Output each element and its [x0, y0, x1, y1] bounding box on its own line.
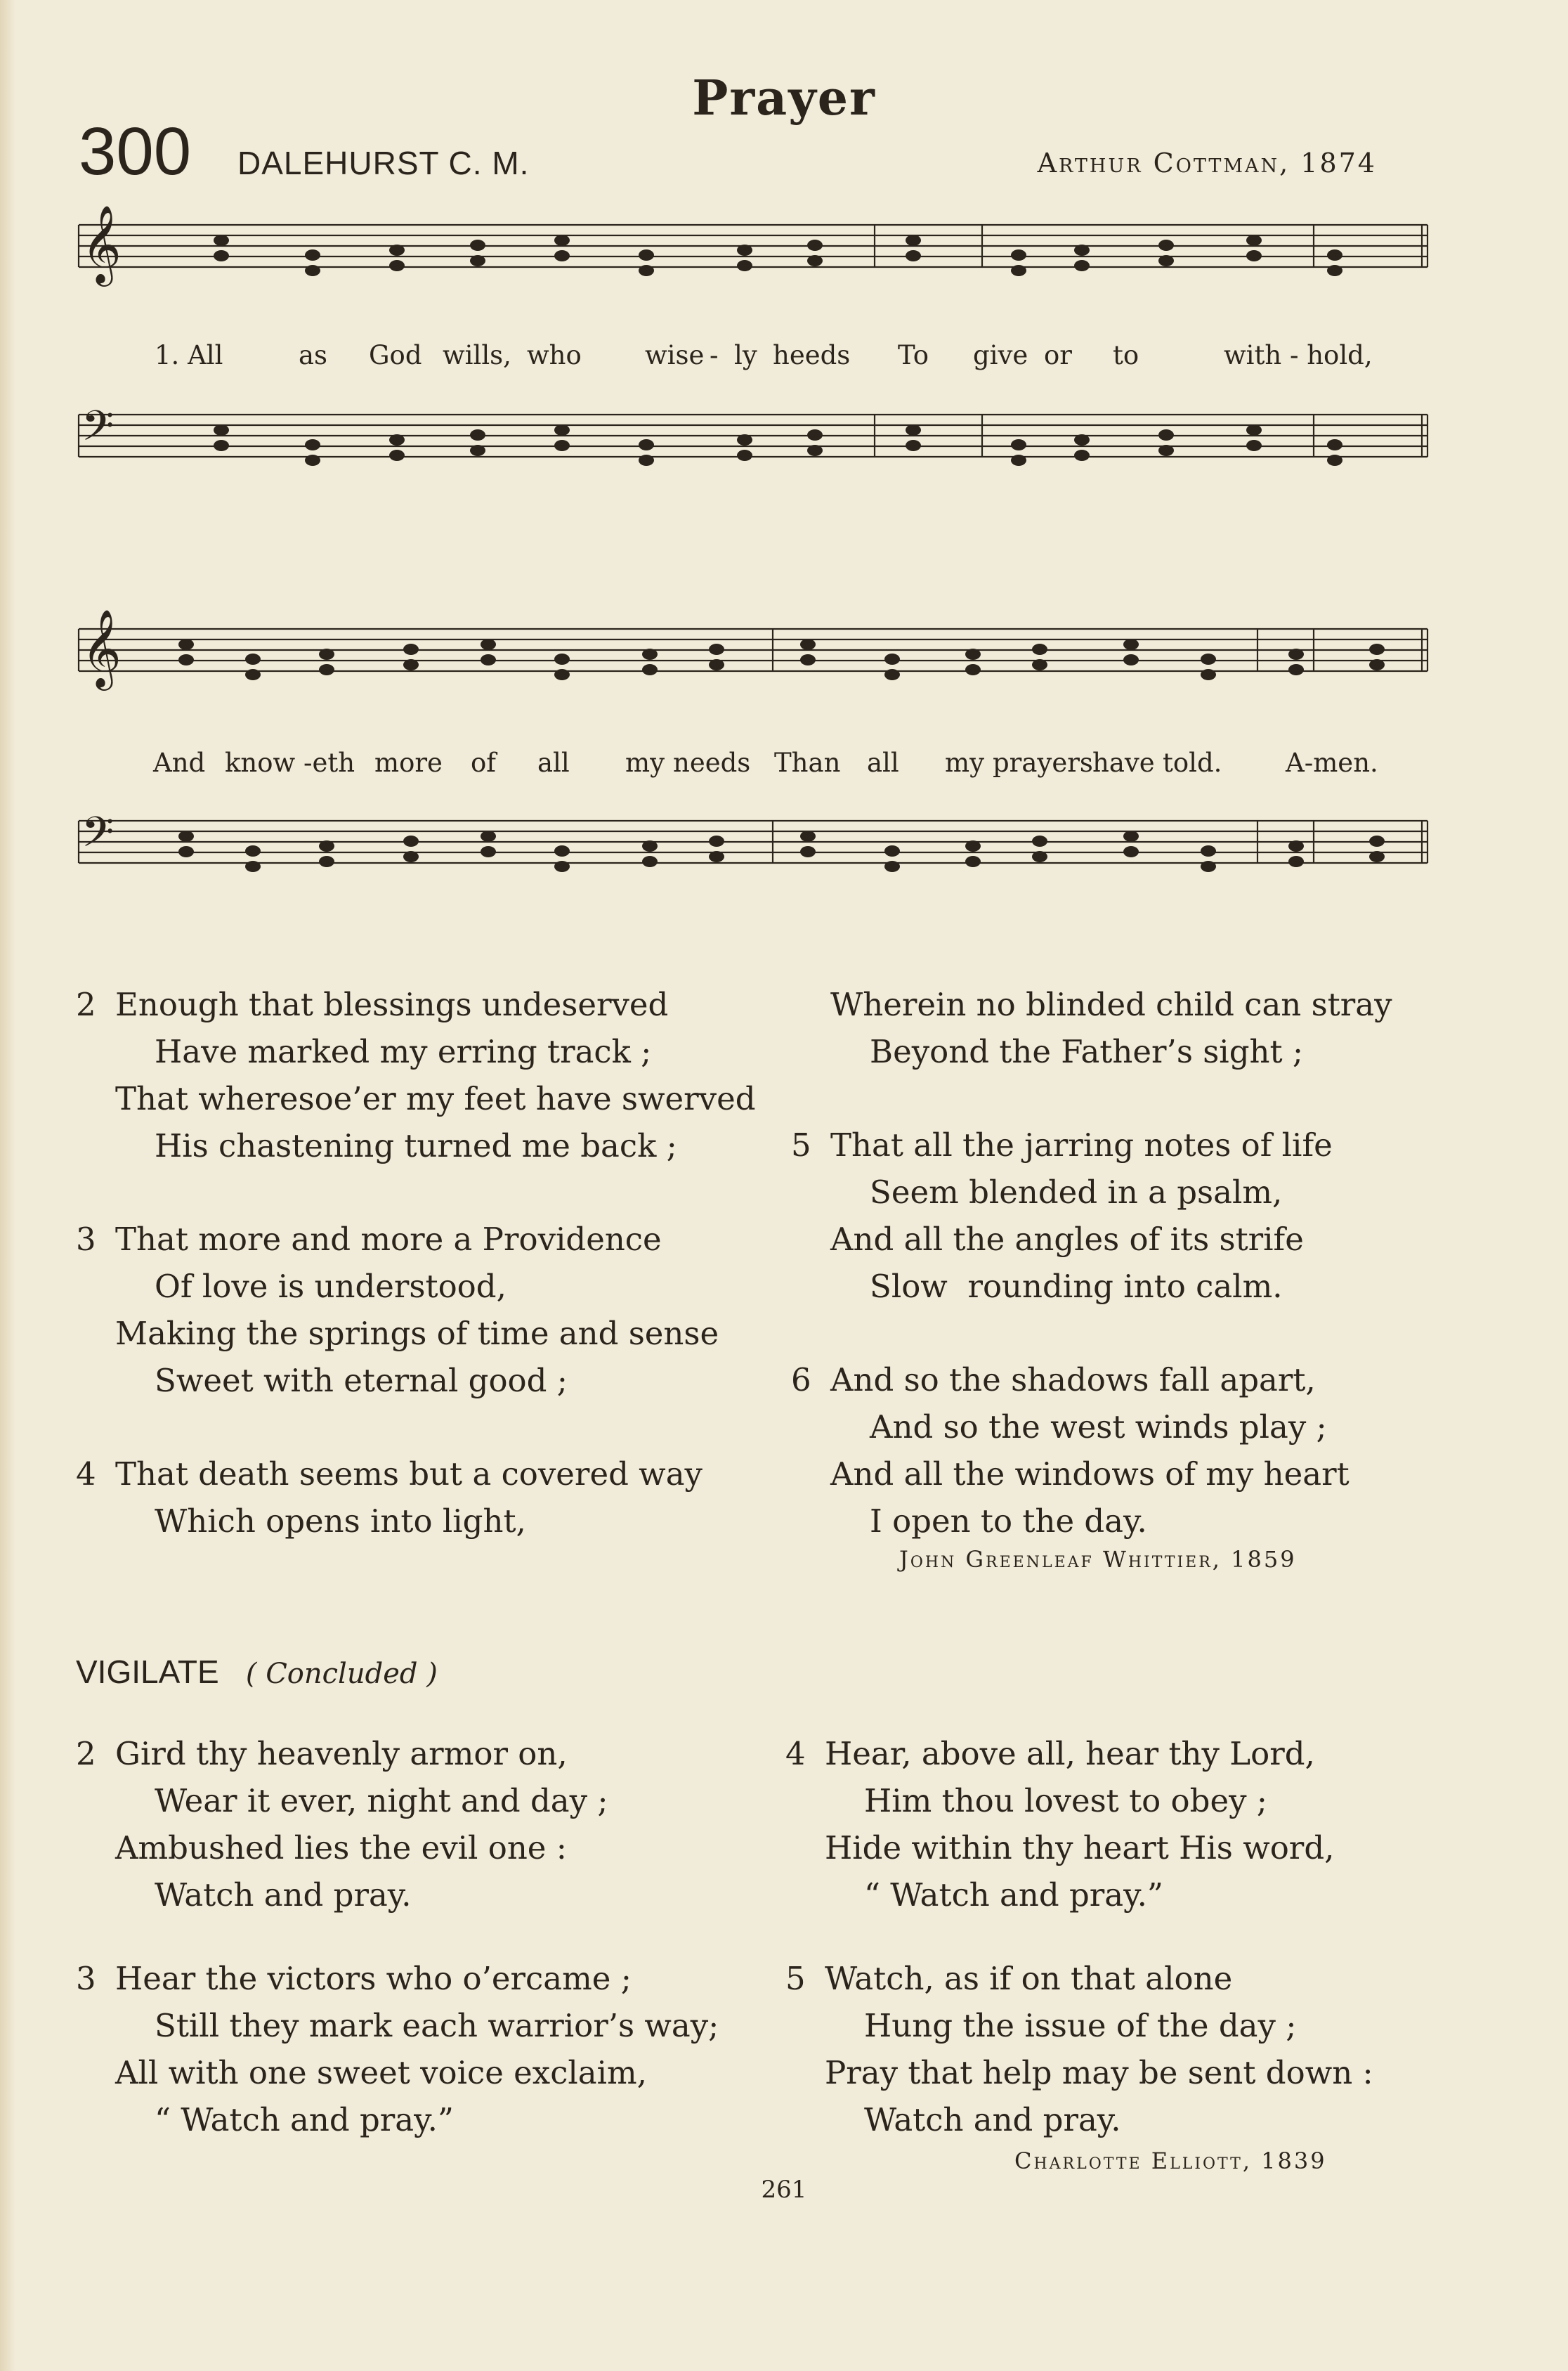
note-head — [807, 429, 823, 441]
note-head — [807, 255, 823, 266]
verse-line: “ Watch and pray.” — [864, 1876, 1163, 1914]
verse-line: And so the west winds play ; — [870, 1408, 1327, 1446]
note-head — [389, 450, 405, 461]
note-head — [906, 235, 921, 246]
note-head — [1369, 644, 1385, 655]
note-head — [906, 250, 921, 261]
note-head — [470, 445, 485, 456]
note-head — [481, 846, 496, 857]
note-head — [965, 664, 981, 675]
note-head — [1201, 654, 1216, 665]
verse-6 — [791, 1356, 1350, 1545]
note-head — [965, 840, 981, 852]
note-head — [470, 429, 485, 441]
verse-line: 4 Hear, above all, hear thy Lord, — [785, 1730, 1334, 1777]
lyrics-line-2: And know -eth more of all my needs Than all my prayershave told. A-men. — [153, 748, 1378, 778]
note-head — [737, 245, 752, 256]
staff — [79, 821, 1427, 863]
verse-line: Of love is understood, — [155, 1268, 507, 1305]
verse-4 — [76, 1450, 703, 1545]
verse-line: Hide within thy heart His word, — [825, 1829, 1335, 1866]
note-head — [642, 664, 658, 675]
note-head — [807, 240, 823, 251]
note-head — [737, 450, 752, 461]
verse-number: 5 — [791, 1126, 811, 1164]
verse-line: Beyond the Father’s sight ; — [870, 1033, 1304, 1070]
note-head — [1074, 434, 1090, 446]
verse-line: Wear it ever, night and day ; — [155, 1782, 608, 1819]
hymn-number: 300 — [79, 114, 192, 189]
page-number: 261 — [761, 2176, 807, 2204]
verse-5 — [791, 1122, 1333, 1310]
note-head — [884, 861, 900, 872]
note-head — [554, 669, 570, 680]
note-head — [554, 845, 570, 857]
note-head — [403, 851, 419, 862]
note-head — [470, 255, 485, 266]
composer-credit: Arthur Cottman, 1874 — [1037, 148, 1377, 178]
note-head — [1369, 836, 1385, 847]
note-head — [245, 669, 261, 680]
note-head — [1246, 440, 1262, 451]
note-head — [737, 434, 752, 446]
verse-line: Ambushed lies the evil one : — [115, 1829, 567, 1866]
verse-line: Pray that help may be sent down : — [825, 2054, 1373, 2091]
verse-line: 4 That death seems but a covered way — [76, 1450, 703, 1498]
note-head — [403, 836, 419, 847]
note-head — [639, 455, 654, 466]
note-head — [1011, 455, 1026, 466]
verse-line: Him thou lovest to obey ; — [864, 1782, 1267, 1819]
verse-number: 6 — [791, 1361, 811, 1398]
note-head — [1201, 669, 1216, 680]
verse-2 — [76, 981, 756, 1169]
note-head — [1288, 664, 1304, 675]
note-head — [245, 654, 261, 665]
note-head — [214, 424, 229, 436]
note-head — [639, 439, 654, 450]
note-head — [737, 260, 752, 271]
note-head — [305, 455, 320, 466]
note-head — [1246, 424, 1262, 436]
note-head — [1123, 846, 1139, 857]
note-head — [1369, 851, 1385, 862]
note-head — [1123, 654, 1139, 665]
note-head — [1327, 265, 1342, 276]
note-head — [642, 856, 658, 867]
verse-number: 5 — [785, 1960, 806, 1997]
note-head — [884, 845, 900, 857]
music-score — [0, 0, 1568, 928]
note-head — [1288, 649, 1304, 660]
clef-icon: 𝄢 — [81, 401, 115, 460]
verse-line: And all the windows of my heart — [830, 1455, 1350, 1493]
verse-line: I open to the day. — [870, 1502, 1147, 1540]
note-head — [1158, 429, 1174, 441]
note-head — [389, 245, 405, 256]
note-head — [1011, 439, 1026, 450]
note-head — [1288, 840, 1304, 852]
note-head — [1032, 644, 1047, 655]
verse-line: Have marked my erring track ; — [155, 1033, 652, 1070]
note-head — [1032, 851, 1047, 862]
page-title: Prayer — [692, 70, 876, 126]
note-head — [1246, 235, 1262, 246]
note-head — [906, 440, 921, 451]
note-head — [1327, 249, 1342, 261]
verse-3 — [76, 1216, 719, 1404]
verse-number: 4 — [785, 1735, 806, 1772]
note-head — [389, 260, 405, 271]
note-head — [1158, 240, 1174, 251]
note-head — [1032, 836, 1047, 847]
note-head — [214, 250, 229, 261]
verse-number: 3 — [76, 1960, 96, 1997]
note-head — [1074, 260, 1090, 271]
verse-number: 2 — [76, 986, 96, 1023]
note-head — [178, 654, 194, 665]
note-head — [403, 659, 419, 670]
verse-line: All with one sweet voice exclaim, — [115, 2054, 647, 2091]
note-head — [1201, 861, 1216, 872]
section-title — [76, 1653, 438, 1691]
note-head — [481, 639, 496, 650]
note-head — [554, 424, 570, 436]
verse-number: 2 — [76, 1735, 96, 1772]
note-head — [305, 439, 320, 450]
clef-icon: 𝄢 — [81, 807, 115, 866]
note-head — [709, 851, 724, 862]
note-head — [554, 654, 570, 665]
verse-line: Watch and pray. — [155, 1876, 412, 1914]
note-head — [470, 240, 485, 251]
note-head — [305, 249, 320, 261]
note-head — [554, 235, 570, 246]
note-head — [884, 654, 900, 665]
verse-line: Wherein no blinded child can stray — [830, 986, 1392, 1023]
verse-number: 4 — [76, 1455, 96, 1493]
staff — [79, 415, 1427, 457]
note-head — [319, 649, 334, 660]
note-head — [965, 856, 981, 867]
note-head — [389, 434, 405, 446]
note-head — [1288, 856, 1304, 867]
verse-line: Watch and pray. — [864, 2101, 1121, 2138]
verse-line: 2 Enough that blessings undeserved — [76, 981, 756, 1028]
clef-icon: 𝄞 — [81, 204, 122, 283]
note-head — [1158, 445, 1174, 456]
note-head — [1123, 639, 1139, 650]
note-head — [800, 831, 816, 842]
note-head — [709, 836, 724, 847]
note-head — [800, 846, 816, 857]
note-head — [807, 445, 823, 456]
note-head — [178, 831, 194, 842]
verse-line: Seem blended in a psalm, — [870, 1174, 1283, 1211]
note-head — [884, 669, 900, 680]
note-head — [1327, 439, 1342, 450]
verse-line: Slow rounding into calm. — [870, 1268, 1283, 1305]
verse-number: 3 — [76, 1221, 96, 1258]
note-head — [1158, 255, 1174, 266]
note-head — [906, 424, 921, 436]
note-head — [481, 831, 496, 842]
note-head — [709, 644, 724, 655]
note-head — [481, 654, 496, 665]
staff — [79, 225, 1427, 267]
tune-name: DALEHURST C. M. — [237, 145, 530, 181]
note-head — [1032, 659, 1047, 670]
note-head — [554, 440, 570, 451]
author-credit-2: Charlotte Elliott, 1839 — [1014, 2148, 1327, 2174]
note-head — [178, 846, 194, 857]
note-head — [214, 440, 229, 451]
verse-line: Sweet with eternal good ; — [155, 1362, 568, 1399]
verse-line: Hung the issue of the day ; — [864, 2007, 1297, 2044]
verse-line: His chastening turned me back ; — [155, 1127, 677, 1164]
note-head — [800, 654, 816, 665]
verse-line: Which opens into light, — [155, 1502, 526, 1540]
second-hymn-subtitle: ( Concluded ) — [228, 1658, 438, 1690]
note-head — [1074, 245, 1090, 256]
verse-line: 5 That all the jarring notes of life — [791, 1122, 1333, 1169]
note-head — [178, 639, 194, 650]
note-head — [554, 250, 570, 261]
verse-line: “ Watch and pray.” — [155, 2101, 454, 2138]
note-head — [1074, 450, 1090, 461]
clef-icon: 𝄞 — [81, 609, 122, 687]
note-head — [245, 845, 261, 857]
note-head — [245, 861, 261, 872]
verse-line: Still they mark each warrior’s way; — [155, 2007, 719, 2044]
note-head — [403, 644, 419, 655]
note-head — [1011, 265, 1026, 276]
note-head — [319, 840, 334, 852]
verse-line: Making the springs of time and sense — [115, 1315, 719, 1352]
vigilate-verse-5 — [785, 1955, 1373, 2143]
verse-line: 3 That more and more a Providence — [76, 1216, 719, 1263]
vigilate-verse-3 — [76, 1955, 719, 2143]
vigilate-verse-4 — [785, 1730, 1334, 1918]
note-head — [1201, 845, 1216, 857]
verse-line: That wheresoe’er my feet have swerved — [115, 1080, 756, 1117]
lyrics-line-1: 1. All as God wills, who wise - ly heeds To give or to with - hold, — [155, 340, 1373, 370]
note-head — [1123, 831, 1139, 842]
verse-line: 2 Gird thy heavenly armor on, — [76, 1730, 608, 1777]
note-head — [709, 659, 724, 670]
note-head — [800, 639, 816, 650]
note-head — [1369, 659, 1385, 670]
note-head — [305, 265, 320, 276]
second-hymn-title: VIGILATE — [76, 1654, 219, 1690]
verse-line: 5 Watch, as if on that alone — [785, 1955, 1373, 2002]
note-head — [554, 861, 570, 872]
verse-line: 6 And so the shadows fall apart, — [791, 1356, 1350, 1403]
vigilate-verse-2 — [76, 1730, 608, 1918]
note-head — [965, 649, 981, 660]
note-head — [642, 840, 658, 852]
note-head — [642, 649, 658, 660]
note-head — [1011, 249, 1026, 261]
staff — [79, 629, 1427, 671]
note-head — [639, 249, 654, 261]
note-head — [1246, 250, 1262, 261]
note-head — [319, 664, 334, 675]
author-credit: John Greenleaf Whittier, 1859 — [899, 1546, 1297, 1573]
verse-line: 3 Hear the victors who o’ercame ; — [76, 1955, 719, 2002]
note-head — [319, 856, 334, 867]
verse-line: And all the angles of its strife — [830, 1221, 1304, 1258]
note-head — [214, 235, 229, 246]
note-head — [1327, 455, 1342, 466]
note-head — [639, 265, 654, 276]
verse-4-continued — [791, 981, 1392, 1075]
